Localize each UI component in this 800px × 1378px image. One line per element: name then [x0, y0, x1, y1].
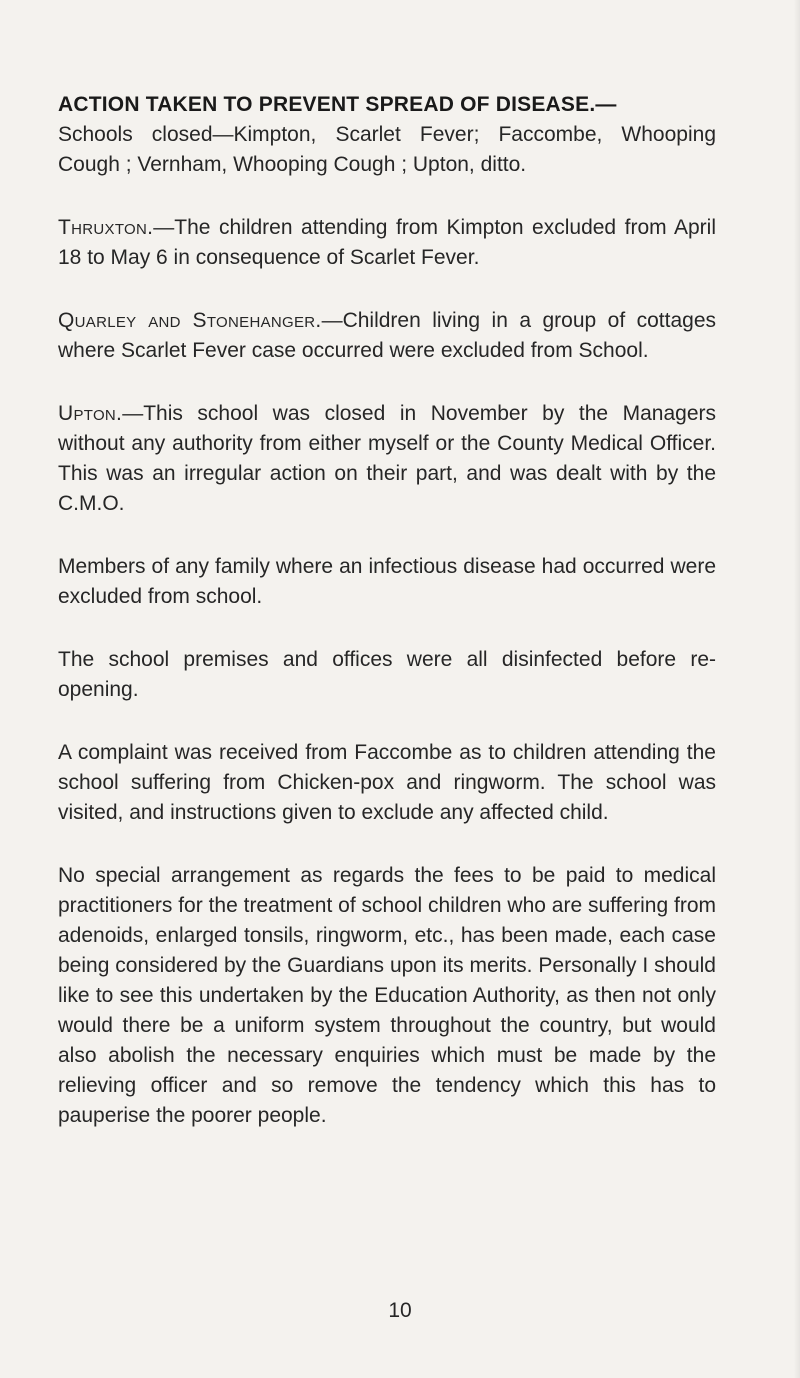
place-name-quarley-stonehanger: Quarley and Stonehanger. — [58, 309, 322, 332]
place-name-upton: Upton. — [58, 402, 123, 425]
paragraph-upton — [58, 399, 716, 519]
paragraph-disinfection — [58, 645, 716, 705]
paragraph-body: —The children attending from Kimpton excluded from April 18 to May 6 in consequence of Scarlet Fever. — [58, 216, 716, 269]
paragraph-faccombe-complaint — [58, 738, 716, 828]
paragraph-quarley-stonehanger — [58, 306, 716, 366]
paragraph-body: —Children living in a group of cottages where Scarlet Fever case occurred were excluded from School. — [58, 309, 717, 362]
paragraph-body: A complaint was received from Faccombe as to children attending the school suffering from Chicken-pox and ringworm. The school was visited, and instructions given to exclude any affected child. — [58, 741, 716, 824]
paragraph-body: Schools closed—Kimpton, Scarlet Fever; Faccombe, Whooping Cough ; Vernham, Whooping Cough ; Upton, ditto. — [58, 123, 716, 176]
paragraph-body: No special arrangement as regards the fees to be paid to medical practitioners for the treatment of school children who are suffering from adenoids, enlarged tonsils, ringworm, etc., has been made, each case being considered by the Guardians upon its merits. Personally I should like to see this undertaken by the Education Authority, as then not only would there be a uniform system throughout the country, but would also abolish the necessary enquiries which must be made by the relieving officer and so remove the tendency which this has to pauperise the poorer people. — [58, 864, 716, 1127]
paragraph-body: —This school was closed in November by the Managers without any authority from either myself or the County Medical Officer. This was an irregular action on their part, and was dealt with by the C.M.O. — [58, 402, 716, 515]
paragraph-fees-arrangement — [58, 861, 716, 1131]
paragraph-thruxton — [58, 213, 716, 273]
paragraph-family-exclusion — [58, 552, 716, 612]
paragraph-body: Members of any family where an infectious disease had occurred were excluded from school. — [58, 555, 716, 608]
document-body — [58, 90, 716, 1164]
page-edge-shadow — [794, 0, 800, 1378]
section-heading: ACTION TAKEN TO PREVENT SPREAD OF DISEASE.— — [58, 93, 617, 116]
paragraph-body: The school premises and offices were all disinfected before re-opening. — [58, 648, 716, 701]
place-name-thruxton: Thruxton. — [58, 216, 154, 239]
paragraph-schools-closed — [58, 120, 716, 180]
page-number: 10 — [388, 1299, 412, 1322]
